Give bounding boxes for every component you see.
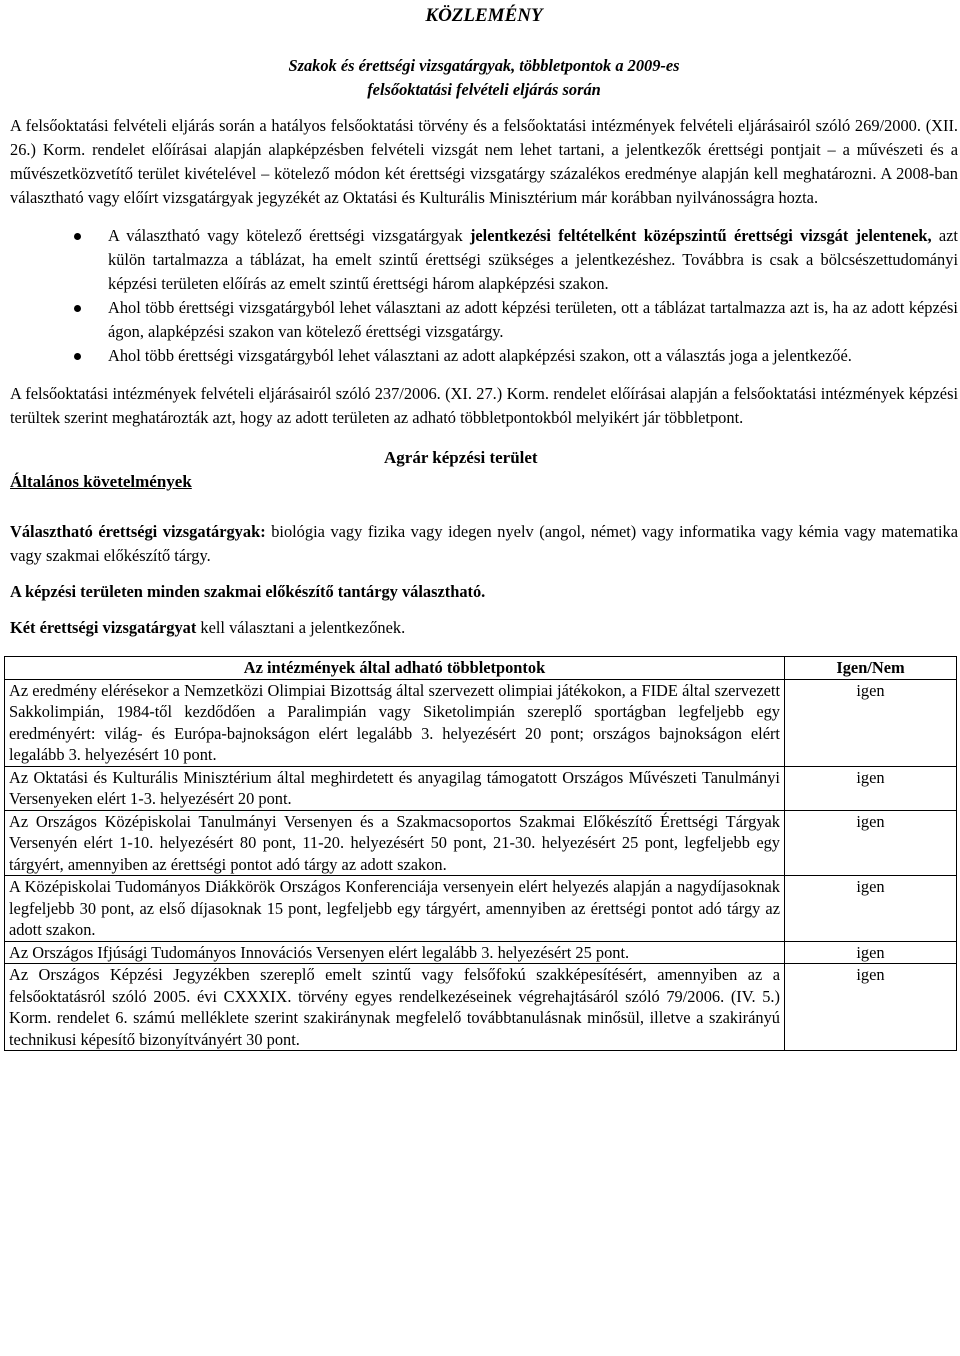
table-cell-value: igen — [785, 679, 957, 766]
choosable-subjects-text: biológia vagy fizika vagy idegen nyelv (angol, német) vagy informatika vagy kémia vagy matematika vagy szakmai előkészítő tárgy. — [10, 522, 958, 565]
two-subjects-label: Két érettségi vizsgatárgyat — [10, 618, 197, 637]
bullet-dot-icon — [74, 353, 81, 360]
table-cell-description: Az Oktatási és Kulturális Minisztérium által meghirdetett és anyagilag támogatott Országos Művészeti Tanulmányi Versenyeken elért 1-3. helyezésért 20 pont. — [5, 766, 785, 810]
table-cell-description: Az Országos Középiskolai Tanulmányi Versenyen és a Szakmacsoportos Szakmai Előkészítő Érettségi Tárgyak Versenyén elért 1-10. helyezésért 80 pont, 11-20. helyezésért 50 pont, 21-30. helyezésért 25 pont, legfeljebb egy tárgyért, amennyiben az érettségi pontot adó tárgy az adott szakon. — [5, 810, 785, 876]
table-cell-description: Az Országos Ifjúsági Tudományos Innovációs Versenyen elért legalább 3. helyezésért 25 pont. — [5, 941, 785, 964]
two-subjects-line — [10, 616, 958, 640]
subtitle-line-1: Szakok és érettségi vizsgatárgyak, többletpontok a 2009-es — [288, 56, 680, 75]
table-row — [5, 964, 957, 1051]
bullet-item — [10, 296, 958, 344]
table-row — [5, 679, 957, 766]
table-cell-description: Az Országos Képzési Jegyzékben szereplő emelt szintű vagy felsőfokú szakképesítésért, amennyiben az a felsőoktatásról szóló 2005. évi CXXXIX. törvény egyes rendelkezéseinek végrehajtásáról szóló 79/2006. (IV. 5.) Korm. rendelet 6. számú melléklete szerint szakiránynak megfelelő továbbtanulásnak minősül, illetve a szakirányú technikusi képesítő bizonyítványért 30 pont. — [5, 964, 785, 1051]
two-subjects-text: kell választani a jelentkezőnek. — [196, 618, 406, 637]
document-page — [10, 0, 958, 1051]
bullet-text: A választható vagy kötelező érettségi vizsgatárgyak — [108, 226, 470, 245]
choosable-subjects — [10, 520, 958, 568]
document-title: KÖZLEMÉNY — [425, 5, 543, 26]
bullet-text: azt külön tartalmazza a táblázat, ha emelt szintű érettségi szükséges a jelentkezéshez. Továbbra is csak a bölcsészettudományi képzési területen előírás az emelt szintű érettségi három alapképzési szakon. — [108, 226, 958, 293]
mandatory-line: A képzési területen minden szakmai előkészítő tantárgy választható. — [10, 582, 486, 601]
table-row — [5, 810, 957, 876]
extra-points-table — [4, 656, 957, 1051]
table-row — [5, 876, 957, 942]
choosable-subjects-label: Választható érettségi vizsgatárgyak: — [10, 522, 266, 541]
table-cell-value: igen — [785, 876, 957, 942]
table-cell-value: igen — [785, 941, 957, 964]
table-row — [5, 766, 957, 810]
bullet-bold-text: jelentkezési feltételként középszintű érettségi vizsgát jelentenek, — [469, 226, 932, 245]
bullet-list — [10, 224, 958, 368]
table-row — [5, 941, 957, 964]
table-cell-value: igen — [785, 766, 957, 810]
table-header-yes-no: Igen/Nem — [785, 657, 957, 680]
bullet-item — [10, 224, 958, 296]
intro-paragraph: A felsőoktatási felvételi eljárás során a hatályos felsőoktatási törvény és a felsőoktatási intézmények felvételi eljárásairól szóló 269/2000. (XII. 26.) Korm. rendelet előírásai alapján alapképzésben felvételi vizsgát nem lehet tartani, a jelentkezők érettségi pontjait – a művészeti és a művészetközvetítő terület kivételével – kötelező módon két érettségi vizsgatárgy százalékos eredménye alapján kell meghatározni. A 2008-ban választható vagy előírt vizsgatárgyak jegyzékét az Oktatási és Kulturális Minisztérium már korábban nyilvánosságra hozta. — [10, 116, 958, 207]
document-subtitle — [10, 54, 958, 102]
bullet-dot-icon — [74, 233, 81, 240]
second-paragraph: A felsőoktatási intézmények felvételi eljárásairól szóló 237/2006. (XI. 27.) Korm. rendelet előírásai alapján a felsőoktatási intézmények képzési terültek szerint meghatározták azt, hogy az adott területen az adható többletpontokból melyikért jár többletpont. — [10, 384, 958, 427]
bullet-text: Ahol több érettségi vizsgatárgyból lehet választani az adott alapképzési szakon, ott a választás joga a jelentkezőé. — [108, 346, 852, 365]
subtitle-line-2: felsőoktatási felvételi eljárás során — [367, 80, 601, 99]
table-cell-description: A Középiskolai Tudományos Diákkörök Országos Konferenciája versenyein elért helyezés alapján a nagydíjasoknak legfeljebb 30 pont, az első díjasoknak 15 pont, legfeljebb egy tárgyért, amennyiben az érettségi pontot adó tárgy az adott szakon. — [5, 876, 785, 942]
area-title: Agrár képzési terület — [384, 448, 538, 467]
table-header-row — [5, 657, 957, 680]
table-header-points: Az intézmények által adható többletpontok — [5, 657, 785, 680]
table-cell-value: igen — [785, 810, 957, 876]
general-requirements-title: Általános követelmények — [10, 472, 192, 491]
bullet-item — [10, 344, 958, 368]
bullet-dot-icon — [74, 305, 81, 312]
bullet-text: Ahol több érettségi vizsgatárgyból lehet választani az adott képzési területen, ott a táblázat tartalmazza azt is, ha az adott képzési ágon, alapképzési szakon van kötelező érettségi vizsgatárgy. — [108, 298, 958, 341]
table-cell-value: igen — [785, 964, 957, 1051]
section-heading-row — [10, 446, 958, 504]
table-cell-description: Az eredmény elérésekor a Nemzetközi Olimpiai Bizottság által szervezett olimpiai játékokon, a FIDE által szervezett Sakkolimpián, 1984-től kezdődően a Paralimpián vagy Siketolimpián szereplő sportágban legfeljebb egy eredményért: világ- és Európa-bajnokságon elért legalább 3. helyezésért 20 pont; országos bajnokságon elért legalább 3. helyezésért 10 pont. — [5, 679, 785, 766]
